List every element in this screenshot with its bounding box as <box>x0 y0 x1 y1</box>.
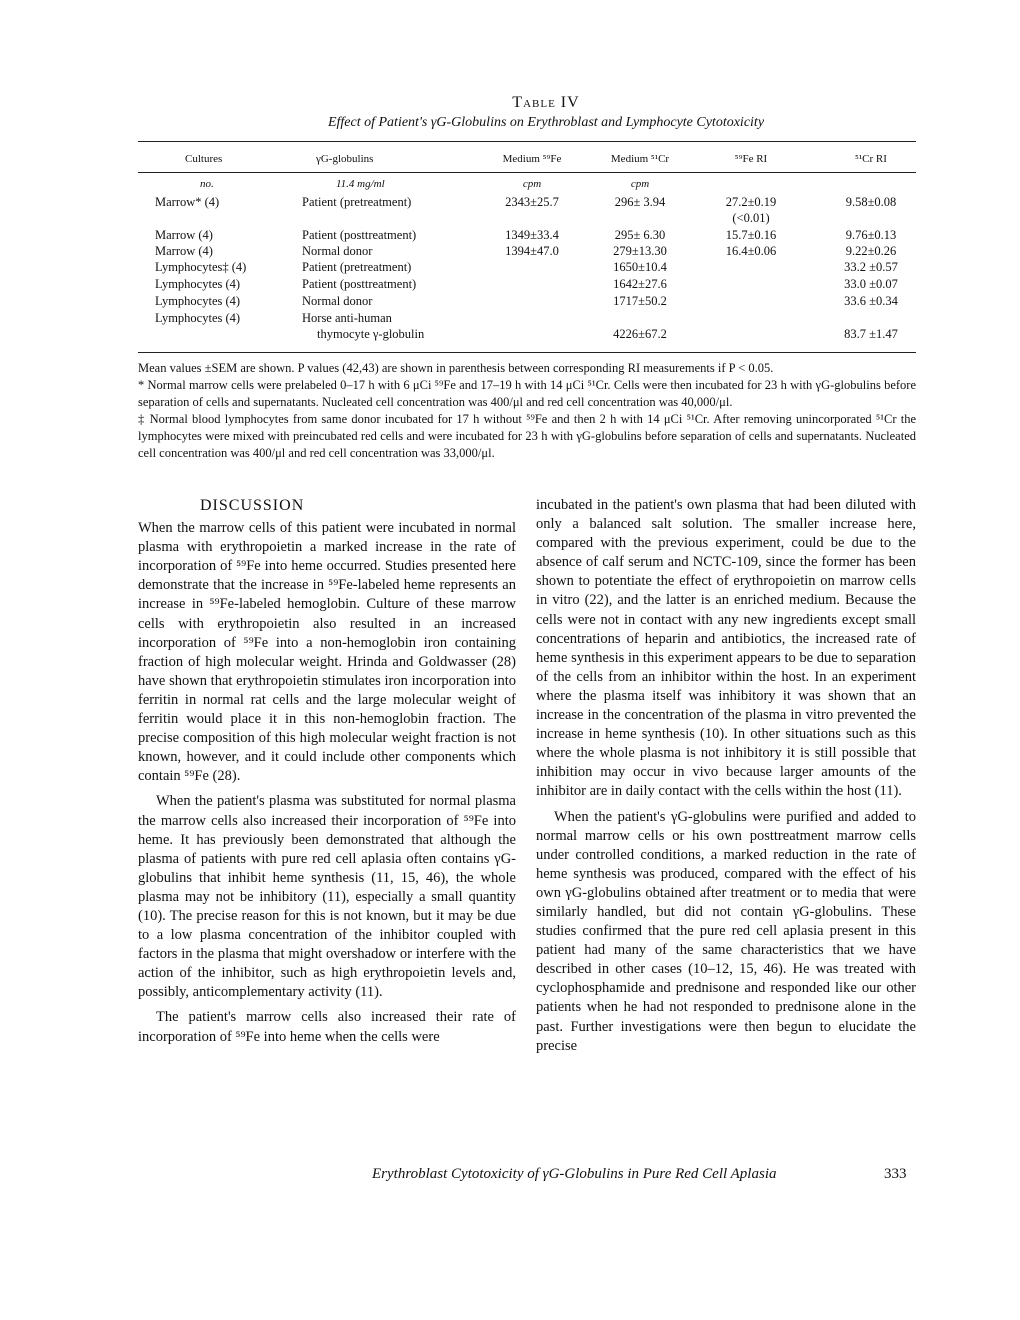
header-cr-ri: ⁵¹Cr RI <box>855 153 887 165</box>
table-cell-cultures: Lymphocytes (4) <box>155 277 241 291</box>
table-cell-cr-ri: 9.76±0.13 <box>845 228 897 242</box>
table-cell-globulins-continued: thymocyte γ-globulin <box>317 327 425 341</box>
table-note-lymphocytes: ‡ Normal blood lymphocytes from same donor incubated for 17 h without ⁵⁹Fe and then 2 h with 14 μCi ⁵¹Cr. After removing unincorporated ⁵¹Cr the lymphocytes were mixed with preincubated red cells and were incubated for 23 h with γG-globulins before separation of cells and supernatants. Nucleated cell concentration was 400/μl and red cell concentration was 33,000/μl. <box>138 412 916 460</box>
header-medium-cr: Medium ⁵¹Cr <box>610 153 670 165</box>
table-cell-medium-fe: 2343±25.7 <box>505 195 559 209</box>
table-cell-cultures: Marrow* (4) <box>155 195 220 209</box>
table-cell-globulins: Patient (pretreatment) <box>302 195 412 209</box>
paragraph: incubated in the patient's own plasma that had been diluted with only a balanced salt solution. The smaller increase here, compared with the previous experiment, could be due to the absence of calf serum and NCTC-109, since the former has been shown to potentiate the effect of erythropoietin on marrow cells in vitro (22), and the latter is an enriched medium. Because the cells were not in contact with any new ingredients except small concentrations of heparin and antibiotics, the increased rate of heme synthesis in this experiment appears to be due to separation of the cells from an inhibitor within the host. In an experiment where the plasma itself was inhibitory it was shown that an increase in the concentration of the plasma in vitro prevented the increase in heme synthesis (10). In other situations such as this where the whole plasma is not inhibitory it is still possible that inhibition may occur in vivo because larger amounts of the inhibitor are in daily contact with the cells within the host (11). <box>536 497 916 800</box>
text-column-left <box>138 496 516 1047</box>
table-caption: Effect of Patient's γG-Globulins on Erythroblast and Lymphocyte Cytotoxicity <box>327 115 765 130</box>
table-cell-fe-ri: 16.4±0.06 <box>725 244 777 258</box>
paragraph: The patient's marrow cells also increased their rate of incorporation of ⁵⁹Fe into heme when the cells were <box>138 1009 516 1045</box>
running-title: Erythroblast Cytotoxicity of γG-Globulins in Pure Red Cell Aplasia <box>372 1166 777 1182</box>
table-bottom-rule <box>138 352 916 353</box>
unit-globulins: 11.4 mg/ml <box>336 178 385 190</box>
header-cultures: Cultures <box>185 153 223 165</box>
unit-medium-fe: cpm <box>522 178 542 190</box>
table-cell-globulins: Normal donor <box>302 244 373 258</box>
table-cell-fe-ri: 27.2±0.19 <box>725 195 777 209</box>
table-note-marrow: * Normal marrow cells were prelabeled 0–17 h with 6 μCi ⁵⁹Fe and 17–19 h with 14 μCi ⁵¹Cr. Cells were then incubated for 23 h with γG-globulins before separation of cells and supernatants. Nucleated cell concentration was 400/μl and red cell concentration was 40,000/μl. <box>138 378 916 409</box>
text-column-right <box>536 496 916 1056</box>
table-note-mean: Mean values ±SEM are shown. P values (42,43) are shown in parenthesis between corresponding RI measurements if P < 0.05. <box>138 361 774 375</box>
table-cell-cr-ri: 33.0 ±0.07 <box>844 277 898 291</box>
table-cell-cr-ri: 9.58±0.08 <box>845 195 897 209</box>
header-medium-fe: Medium ⁵⁹Fe <box>502 153 562 165</box>
table-cell-globulins: Patient (posttreatment) <box>302 277 417 291</box>
table-cell-medium-cr: 279±13.30 <box>613 244 667 258</box>
section-heading: DISCUSSION <box>200 497 305 514</box>
table-cell-cultures: Lymphocytes (4) <box>155 294 241 308</box>
table-top-rule <box>138 141 916 142</box>
table-cell-fe-ri: 15.7±0.16 <box>725 228 777 242</box>
table-cell-globulins: Patient (posttreatment) <box>302 228 417 242</box>
table-header-rule <box>138 172 916 173</box>
table-cell-medium-fe: 1349±33.4 <box>505 228 559 242</box>
header-globulins: γG-globulins <box>316 153 374 165</box>
unit-medium-cr: cpm <box>630 178 650 190</box>
table-cell-medium-cr: 1717±50.2 <box>613 294 667 308</box>
table-label: Table IV <box>512 94 580 111</box>
table-cell-globulins: Normal donor <box>302 294 373 308</box>
table-cell-cr-ri: 83.7 ±1.47 <box>844 327 898 341</box>
paragraph: When the patient's plasma was substituted for normal plasma the marrow cells also increased their incorporation of ⁵⁹Fe into heme. It has previously been demonstrated that although the plasma of patients with pure red cell aplasia often contains γG-globulins that inhibit heme synthesis (11, 15, 46), the whole plasma may not be inhibitory (11), especially a small quantity (10). The precise reason for this is not known, but it may be due to a low plasma concentration of the inhibitor coupled with factors in the plasma that might overshadow or interfere with the action of the inhibitor, such as high erythropoietin levels and, possibly, anticomplementary activity (11). <box>138 793 516 1001</box>
header-fe-ri: ⁵⁹Fe RI <box>734 153 768 165</box>
table-cell-medium-cr: 296± 3.94 <box>614 195 666 209</box>
table-cell-medium-cr: 1650±10.4 <box>613 260 667 274</box>
table-cell-cultures: Marrow (4) <box>155 228 213 242</box>
paragraph: When the marrow cells of this patient were incubated in normal plasma with erythropoietin a marked increase in the rate of incorporation of ⁵⁹Fe into heme occurred. Studies presented here demonstrate that the increase in ⁵⁹Fe-labeled heme represents an increase in ⁵⁹Fe-labeled hemoglobin. Culture of these marrow cells with erythropoietin also resulted in an increased incorporation of ⁵⁹Fe into a non-hemoglobin iron containing fraction of high molecular weight. Hrinda and Goldwasser (28) have shown that erythropoietin stimulates iron incorporation into ferritin in normal rat cells and the large molecular weight of ferritin would place it in this non-hemoglobin fraction. The precise composition of this high molecular weight fraction is not known, however, and it could include other components which contain ⁵⁹Fe (28). <box>138 520 516 785</box>
table-cell-cultures: Marrow (4) <box>155 244 213 258</box>
table-cell-medium-cr: 4226±67.2 <box>613 327 667 341</box>
table-cell-cr-ri: 33.2 ±0.57 <box>844 260 898 274</box>
table-cell-medium-fe: 1394±47.0 <box>505 244 559 258</box>
table-cell-globulins: Horse anti-human <box>302 311 392 325</box>
table-cell-medium-cr: 295± 6.30 <box>614 228 666 242</box>
table-cell-cr-ri: 33.6 ±0.34 <box>844 294 898 308</box>
table-footnotes <box>138 360 916 462</box>
table-cell-globulins: Patient (pretreatment) <box>302 260 412 274</box>
page-number: 333 <box>884 1166 907 1182</box>
table-cell-cr-ri: 9.22±0.26 <box>845 244 897 258</box>
unit-cultures: no. <box>200 178 214 190</box>
table-cell-fe-ri-p-value: (<0.01) <box>732 211 770 225</box>
paragraph: When the patient's γG-globulins were purified and added to normal marrow cells or his own posttreatment marrow cells under controlled conditions, a marked reduction in the rate of heme synthesis was produced, compared with the effect of his own γG-globulins obtained after treatment or to media that were similarly handled, but did not contain γG-globulins. These studies confirmed that the pure red cell aplasia present in this patient had many of the same characteristics that we have described in other cases (10–12, 15, 46). He was treated with cyclophosphamide and prednisone and responded like our other patients when he had not responded to prednisone alone in the past. Further investigations were then begun to elucidate the precise <box>536 808 916 1054</box>
table-cell-cultures: Lymphocytes‡ (4) <box>155 260 247 274</box>
table-cell-cultures: Lymphocytes (4) <box>155 311 241 325</box>
table-cell-medium-cr: 1642±27.6 <box>613 277 667 291</box>
